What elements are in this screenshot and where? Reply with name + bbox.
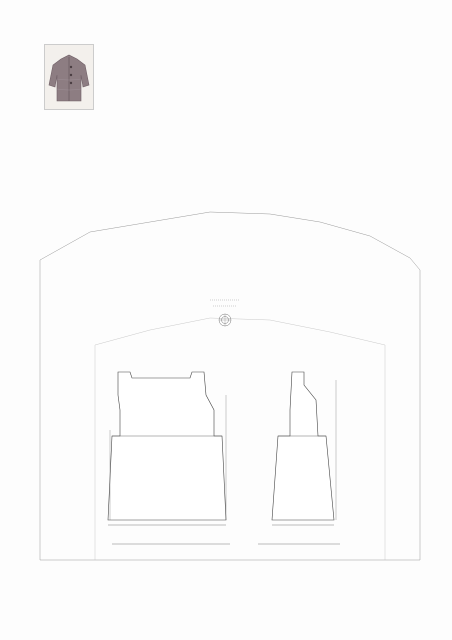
button-motif: [210, 300, 240, 326]
edging-outline: [40, 212, 420, 560]
back-body-outline: [108, 372, 226, 520]
front-body-outline: [272, 372, 334, 520]
